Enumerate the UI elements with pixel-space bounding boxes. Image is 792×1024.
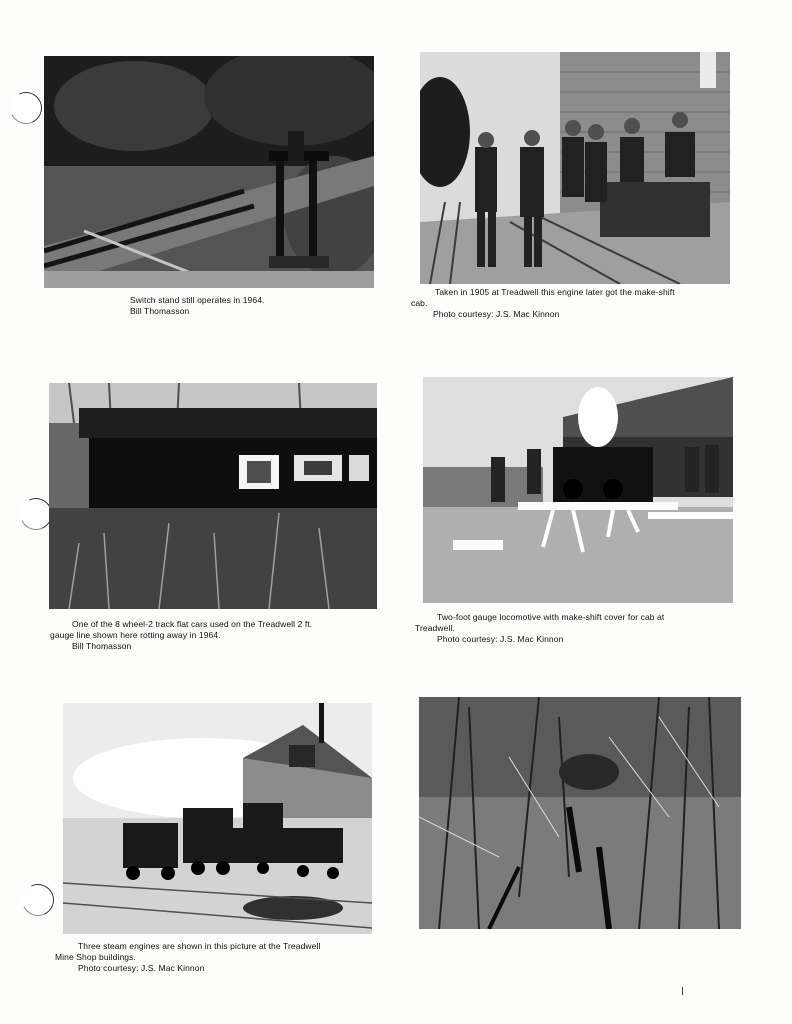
flat-car-caption	[50, 619, 312, 652]
caption-credit: Photo courtesy: J.S. Mac Kinnon	[78, 963, 205, 973]
page-mark	[682, 987, 683, 995]
steam-engines-photo	[63, 703, 372, 934]
caption-line: Switch stand still operates in 1964.	[130, 295, 265, 305]
steam-engines-caption	[55, 941, 320, 974]
locomotive-photo	[423, 377, 733, 603]
caption-line: Two-foot gauge locomotive with make-shift cover for cab at	[437, 612, 665, 622]
caption-line: cab.	[411, 298, 428, 308]
caption-line: gauge line shown here rotting away in 1964.	[50, 630, 221, 640]
binder-hole-top	[5, 87, 46, 128]
flat-car-photo	[49, 383, 377, 609]
caption-line: Three steam engines are shown in this picture at the Treadwell	[78, 941, 321, 951]
switch-stand-photo	[44, 56, 374, 288]
caption-credit: Photo courtesy: J.S. Mac Kinnon	[437, 634, 564, 644]
caption-line: Taken in 1905 at Treadwell this engine later got the make-shift	[435, 287, 675, 297]
locomotive-caption	[415, 612, 664, 645]
treadwell-1905-photo	[420, 52, 730, 284]
binder-hole-bottom	[17, 879, 58, 920]
caption-credit: Bill Thomasson	[72, 641, 132, 651]
caption-credit: Photo courtesy: J.S. Mac Kinnon	[433, 309, 560, 319]
treadwell-1905-caption	[411, 287, 675, 320]
overgrown-track-photo	[419, 697, 741, 929]
switch-stand-caption	[130, 295, 264, 317]
caption-line: Mine Shop buildings.	[55, 952, 136, 962]
caption-line: Treadwell.	[415, 623, 455, 633]
caption-line: One of the 8 wheel-2 track flat cars used on the Treadwell 2 ft.	[72, 619, 313, 629]
caption-credit: Bill Thomasson	[130, 306, 190, 316]
